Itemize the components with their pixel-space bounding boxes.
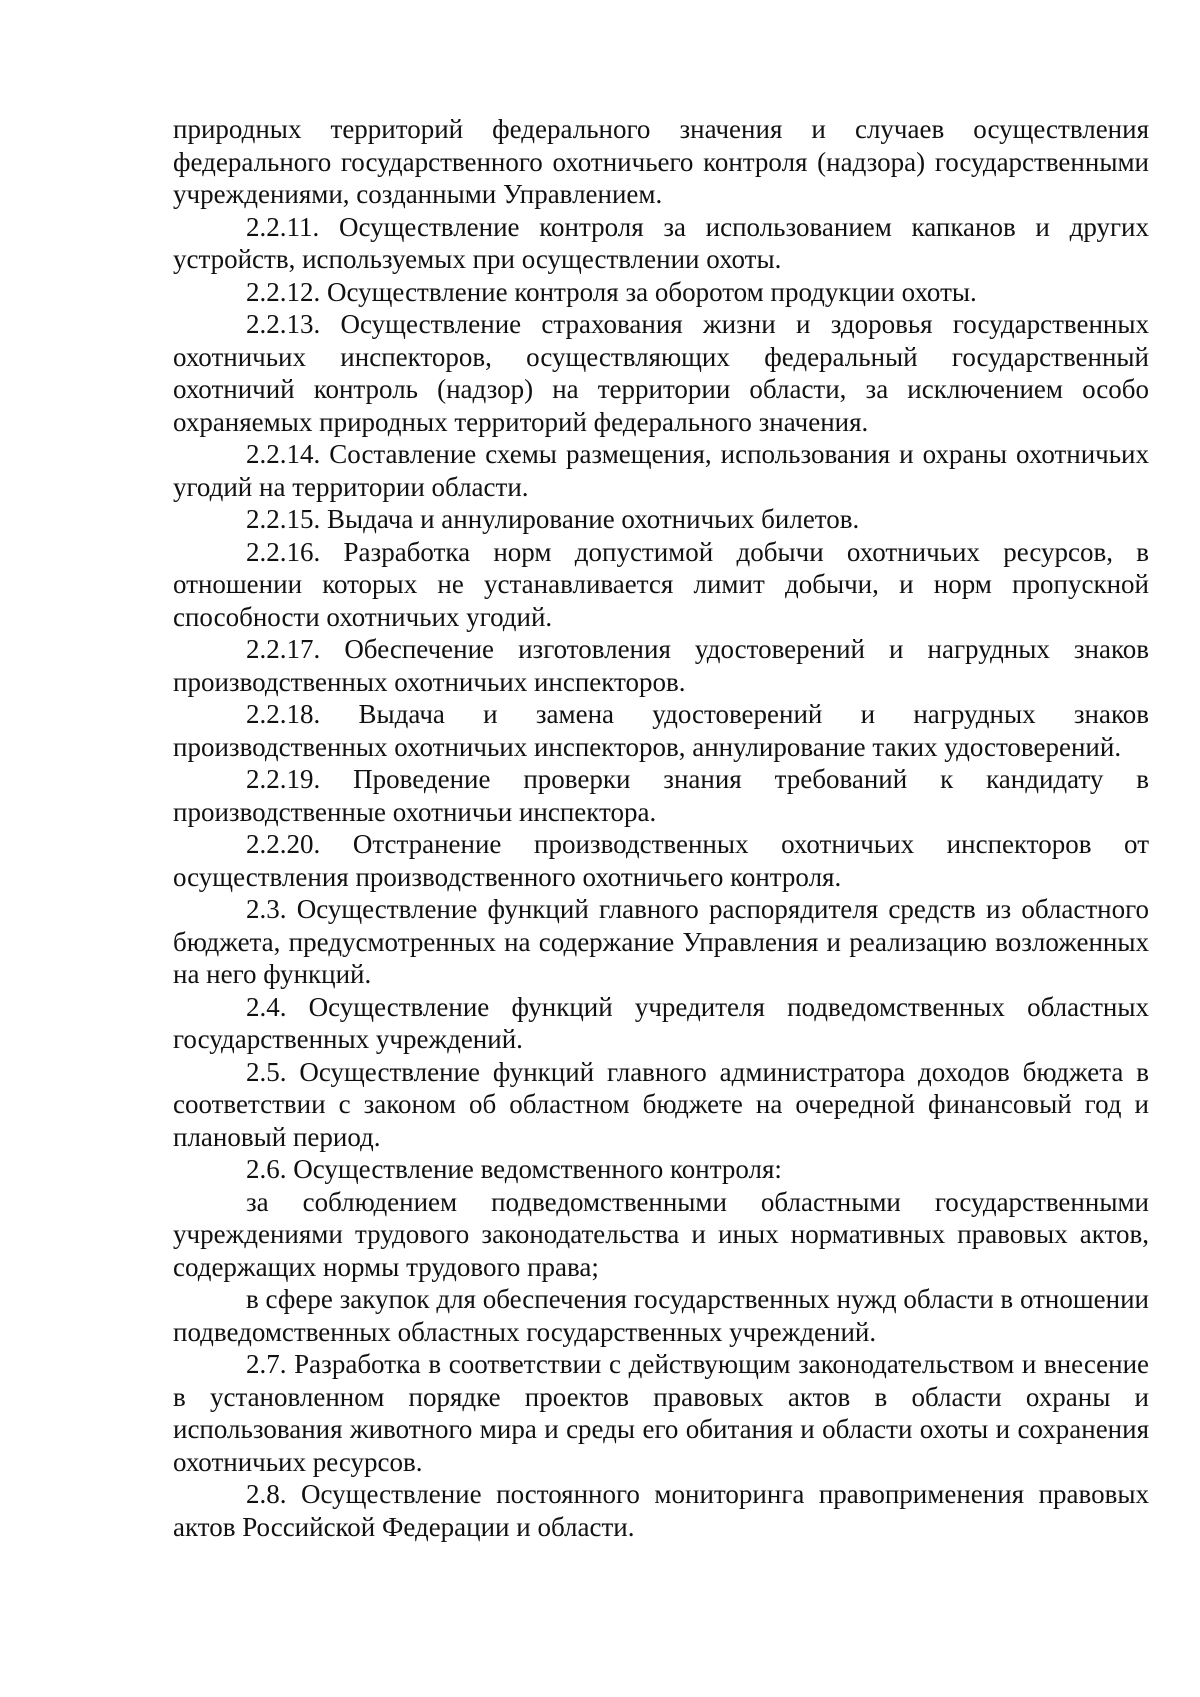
paragraph-2-8: 2.8. Осуществление постоянного мониторинга правоприменения правовых актов Российской Федерации и области.	[173, 1479, 1149, 1542]
paragraph-2-2-15: 2.2.15. Выдача и аннулирование охотничьих билетов.	[246, 504, 860, 534]
paragraph-2-2-12: 2.2.12. Осуществление контроля за оборотом продукции охоты.	[246, 276, 977, 307]
paragraph-2-5: 2.5. Осуществление функций главного администратора доходов бюджета в соответствии с законом об областном бюджете на очередной финансовый год и плановый период.	[173, 1056, 1149, 1152]
paragraph-2-2-14: 2.2.14. Составление схемы размещения, использования и охраны охотничьих угодий на территории области.	[173, 439, 1149, 502]
paragraph-2-2-18: 2.2.18. Выдача и замена удостоверений и нагрудных знаков производственных охотничьих инспекторов, аннулирование таких удостоверений.	[173, 699, 1149, 762]
document-body	[173, 113, 1149, 1543]
paragraph-2-7: 2.7. Разработка в соответствии с действующим законодательством и внесение в установленном порядке проектов правовых актов в области охраны и использования животного мира и среды его обитания и области охоты и сохранения охотничьих ресурсов.	[173, 1349, 1149, 1477]
paragraph-2-2-16: 2.2.16. Разработка норм допустимой добычи охотничьих ресурсов, в отношении которых не устанавливается лимит добычи, и норм пропускной способности охотничьих угодий.	[173, 536, 1149, 632]
paragraph-2-6-labor: за соблюдением подведомственными областными государственными учреждениями трудового законодательства и иных нормативных правовых актов, содержащих нормы трудового права;	[173, 1186, 1149, 1282]
paragraph-2-4: 2.4. Осуществление функций учредителя подведомственных областных государственных учреждений.	[173, 991, 1149, 1054]
paragraph-2-6-procurement: в сфере закупок для обеспечения государственных нужд области в отношении подведомственных областных государственных учреждений.	[173, 1284, 1149, 1347]
paragraph-2-2-13: 2.2.13. Осуществление страхования жизни и здоровья государственных охотничьих инспекторов, осуществляющих федеральный государственный охотничий контроль (надзор) на территории области, за исключением особо охраняемых природных территорий федерального значения.	[173, 309, 1149, 437]
paragraph-2-2-17: 2.2.17. Обеспечение изготовления удостоверений и нагрудных знаков производственных охотничьих инспекторов.	[173, 634, 1149, 697]
paragraph-2-2-20: 2.2.20. Отстранение производственных охотничьих инспекторов от осуществления производственного охотничьего контроля.	[173, 829, 1149, 892]
paragraph-2-2-11: 2.2.11. Осуществление контроля за использованием капканов и других устройств, используемых при осуществлении охоты.	[173, 211, 1149, 274]
paragraph-2-6: 2.6. Осуществление ведомственного контроля:	[246, 1154, 782, 1184]
paragraph-continuation: природных территорий федерального значения и случаев осуществления федерального государственного охотничьего контроля (надзора) государственными учреждениями, созданными Управлением.	[173, 114, 1149, 209]
paragraph-2-3: 2.3. Осуществление функций главного распорядителя средств из областного бюджета, предусмотренных на содержание Управления и реализацию возложенных на него функций.	[173, 894, 1149, 989]
paragraph-2-2-19: 2.2.19. Проведение проверки знания требований к кандидату в производственные охотничьи инспектора.	[173, 764, 1149, 827]
